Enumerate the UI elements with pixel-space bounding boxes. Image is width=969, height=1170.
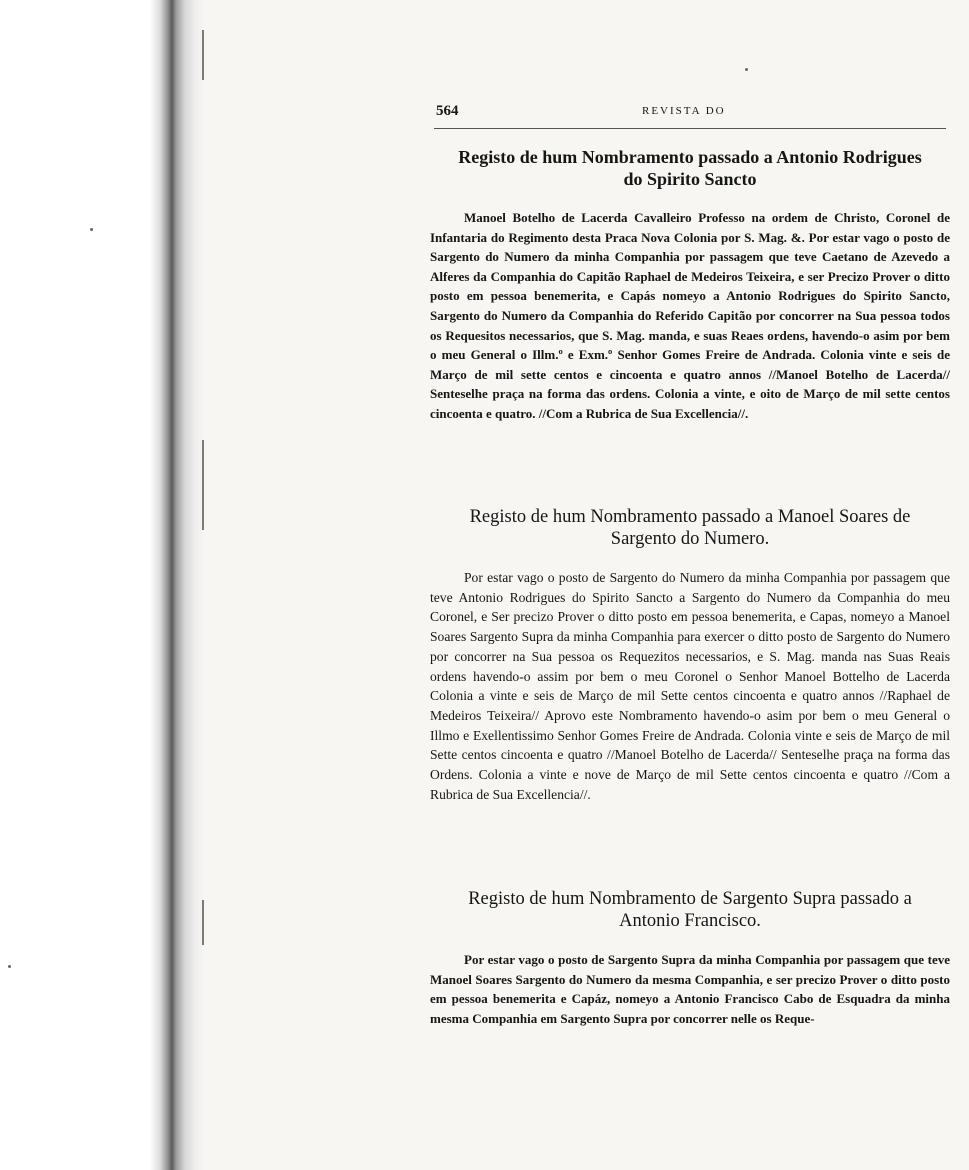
book-spine-shadow xyxy=(0,0,205,1170)
section-title xyxy=(430,506,950,550)
section-2 xyxy=(430,506,950,804)
section-body: Manoel Botelho de Lacerda Cavalleiro Professo na ordem de Christo, Coronel de Infantaria do Regimento desta Praca Nova Colonia por S. Mag. &. Por estar vago o posto de Sargento do Numero da minha Companhia por passagem que teve Caetano de Azevedo a Alferes da Companhia do Capitão Raphael de Medeiros Teixeira, e ser Precizo Prover o ditto posto em pessoa benemerita, e Capás nomeyo a Antonio Rodrigues do Spirito Sancto, Sargento do Numero da Companhia do Referido Capitão por concorrer na Sua pessoa todos os Requesitos necessarios, que S. Mag. manda, e suas Reaes ordens, havendo-o asim por bem o meu General o Illm.º e Exm.º Senhor Gomes Freire de Andrada. Colonia vinte e seis de Março de mil sette centos e cincoenta e quatro annos //Manoel Botelho de Lacerda// Senteselhe praça na forma das ordens. Colonia a vinte, e oito de Março de mil sette centos cincoenta e quatro. //Com a Rubrica de Sua Excellencia//. xyxy=(430,210,950,421)
speck xyxy=(745,68,748,71)
running-head xyxy=(430,100,950,130)
section-3 xyxy=(430,888,950,1028)
section-body: Por estar vago o posto de Sargento Supra da minha Companhia por passagem que teve Manoel Soares Sargento do Numero da mesma Companhia, e ser precizo Prover o ditto posto em pessoa benemerita e Capáz, nomeyo a Antonio Francisco Cabo de Esquadra da minha mesma Companhia em Sargento Supra por concorrer nelle os Reque- xyxy=(430,952,950,1026)
section-1 xyxy=(430,146,950,424)
section-title-line-2: Antonio Francisco. xyxy=(619,911,761,931)
header-rule xyxy=(434,128,946,129)
section-title-line-1: Registo de hum Nombramento passado a Manoel Soares de xyxy=(469,507,911,527)
binding-mark xyxy=(202,900,204,945)
section-body: Por estar vago o posto de Sargento do Numero da minha Companhia por passagem que teve Antonio Rodrigues do Spirito Sancto a Sargento do Numero da Companhia do meu Coronel, e Ser precizo Prover o ditto posto em pessoa benemerita, e Capas, nomeyo a Manoel Soares Sargento Supra da minha Companhia para exercer o ditto posto de Sargento do Numero por concorrer na Sua pessoa os Requezitos necessarios, e S. Mag. manda nas Suas Reais ordens havendo-o assim por bem o meu Coronel o Senhor Manoel Bottelho de Lacerda Colonia a vinte e seis de Março de mil Sette centos cincoenta e quatro annos //Raphael de Medeiros Teixeira// Aprovo este Nombramento havendo-o asim por bem o meu General o Illmo e Exellentissimo Senhor Gomes Freire de Andrada. Colonia vinte e seis de Março de mil Sette centos cincoenta e quatro //Manoel Botelho de Lacerda// Senteselhe praça na forma das Ordens. Colonia a vinte e nove de Março de mil Sette centos cincoenta e quatro //Com a Rubrica de Sua Excellencia//. xyxy=(430,570,950,802)
binding-mark xyxy=(202,30,204,80)
speck xyxy=(90,228,93,231)
section-title-line-1: Registo de hum Nombramento de Sargento Supra passado a xyxy=(468,889,912,909)
section-title-line-2: do Spirito Sancto xyxy=(623,169,757,189)
binding-mark xyxy=(202,440,204,530)
section-title-line-1: Registo de hum Nombramento passado a Antonio Rodrigues xyxy=(458,147,922,167)
speck xyxy=(8,965,11,968)
section-title xyxy=(430,888,950,932)
journal-title: REVISTA DO xyxy=(642,105,726,117)
section-title xyxy=(430,146,950,190)
section-title-line-2: Sargento do Numero. xyxy=(610,529,770,549)
page-number: 564 xyxy=(436,103,459,119)
